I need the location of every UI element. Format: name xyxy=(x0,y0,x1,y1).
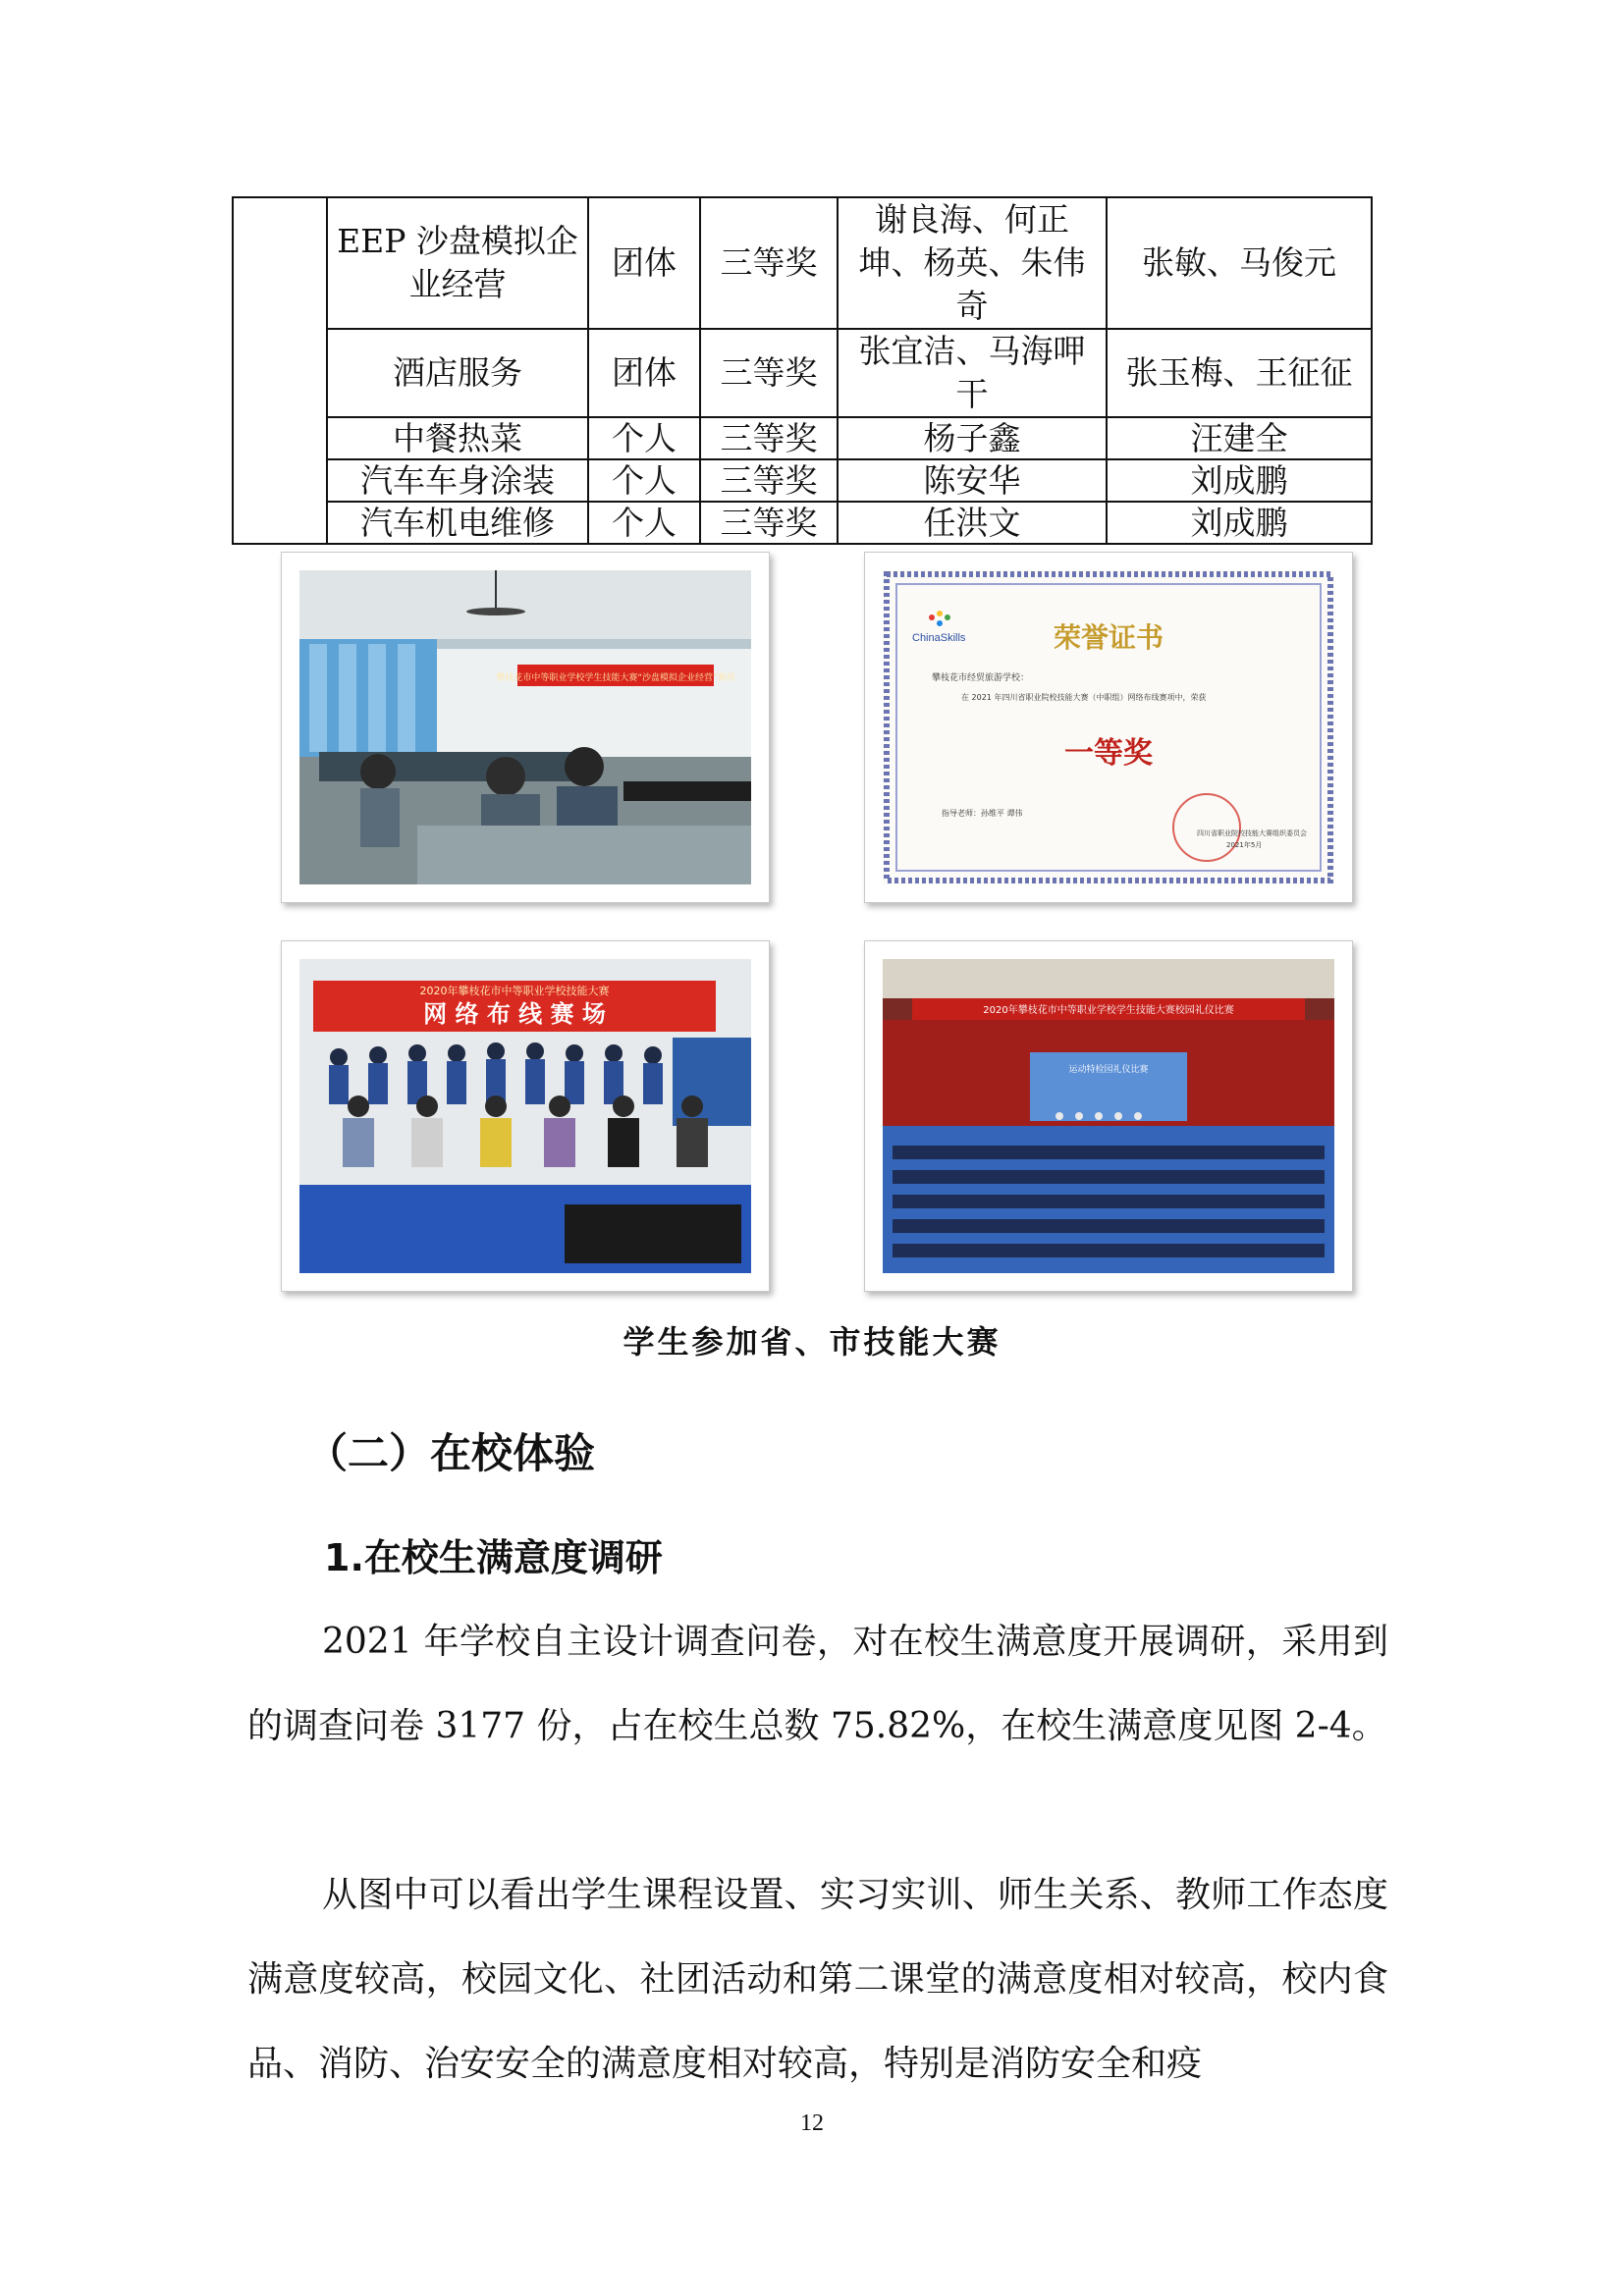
teachers-cell: 汪建全 xyxy=(1107,417,1372,459)
photo-group-network-cabling xyxy=(281,940,770,1292)
group-scene xyxy=(299,959,751,1273)
official-seal-icon xyxy=(1173,794,1240,861)
type-cell: 个人 xyxy=(588,459,700,502)
table-row xyxy=(233,197,1372,329)
section-heading: （二）在校体验 xyxy=(306,1429,596,1477)
classroom-banner-text: 攀枝花市中等职业学校学生技能大赛“沙盘模拟企业经营”赛项 xyxy=(496,673,735,683)
students-cell: 任洪文 xyxy=(838,502,1107,544)
type-cell: 个人 xyxy=(588,502,700,544)
teachers-cell: 张敏、马俊元 xyxy=(1107,197,1372,329)
type-cell: 个人 xyxy=(588,417,700,459)
type-cell: 团体 xyxy=(588,329,700,417)
event-cell: 中餐热菜 xyxy=(327,417,588,459)
figure-caption: 学生参加省、市技能大赛 xyxy=(623,1323,1001,1361)
teachers-cell: 张玉梅、王征征 xyxy=(1107,329,1372,417)
type-cell: 团体 xyxy=(588,197,700,329)
group-banner-top: 2020年攀枝花市中等职业学校技能大赛 xyxy=(419,985,610,997)
certificate-advisor: 指导老师：孙维平 谭伟 xyxy=(942,809,1023,818)
stage-scene xyxy=(883,959,1334,1273)
certificate-body: 在 2021 年四川省职业院校技能大赛（中职组）网络布线赛项中，荣获 xyxy=(961,693,1207,702)
table-row xyxy=(233,329,1372,417)
category-cell xyxy=(233,197,327,544)
event-cell: 酒店服务 xyxy=(327,329,588,417)
projection-screen xyxy=(1030,1052,1187,1121)
award-cell: 三等奖 xyxy=(700,502,838,544)
photo-etiquette-contest xyxy=(864,940,1353,1292)
event-cell: 汽车机电维修 xyxy=(327,502,588,544)
awards-table xyxy=(232,196,1373,545)
teachers-cell: 刘成鹏 xyxy=(1107,459,1372,502)
certificate-issuer: 四川省职业院校技能大赛组织委员会 xyxy=(1197,829,1307,837)
page-number: 12 xyxy=(800,2110,824,2136)
certificate-logo-text: ChinaSkills xyxy=(912,632,966,644)
students-cell: 陈安华 xyxy=(838,459,1107,502)
stage-screen-text: 运动特检园礼仪比赛 xyxy=(1068,1065,1149,1075)
award-cell: 三等奖 xyxy=(700,459,838,502)
table-row xyxy=(233,417,1372,459)
students-cell: 杨子鑫 xyxy=(838,417,1107,459)
certificate-recipient: 攀枝花市经贸旅游学校： xyxy=(932,673,1030,683)
certificate-award: 一等奖 xyxy=(1064,736,1153,771)
award-cell: 三等奖 xyxy=(700,417,838,459)
event-cell: 汽车车身涂装 xyxy=(327,459,588,502)
subsection-heading: 1.在校生满意度调研 xyxy=(324,1536,663,1579)
table-row xyxy=(233,502,1372,544)
students-cell: 张宜洁、马海呷干 xyxy=(838,329,1107,417)
paragraph: 2021 年学校自主设计调查问卷，对在校生满意度开展调研，采用到的调查问卷 3177 份，占在校生总数 75.82%，在校生满意度见图 2-4。 xyxy=(247,1622,1388,1746)
paragraph: 从图中可以看出学生课程设置、实习实训、师生关系、教师工作态度满意度较高，校园文化、社团活动和第二课堂的满意度相对较高，校内食品、消防、治安安全的满意度相对较高，特别是消防安全和疫 xyxy=(247,1875,1388,2084)
award-cell: 三等奖 xyxy=(700,329,838,417)
photo-certificate xyxy=(864,552,1353,903)
event-cell: EEP 沙盘模拟企业经营 xyxy=(327,197,588,329)
students-cell: 谢良海、何正坤、杨英、朱伟奇 xyxy=(838,197,1107,329)
certificate-title: 荣誉证书 xyxy=(1053,621,1164,654)
classroom-scene xyxy=(299,570,751,884)
certificate-image xyxy=(883,570,1334,884)
photo-classroom-competition xyxy=(281,552,770,903)
group-banner-main: 网 络 布 线 赛 场 xyxy=(423,1000,606,1028)
chinaskills-logo-icon xyxy=(929,611,950,626)
award-cell: 三等奖 xyxy=(700,197,838,329)
teachers-cell: 刘成鹏 xyxy=(1107,502,1372,544)
stage-banner-text: 2020年攀枝花市中等职业学校学生技能大赛校园礼仪比赛 xyxy=(983,1005,1234,1016)
certificate-date: 2021年5月 xyxy=(1226,841,1263,849)
table-row xyxy=(233,459,1372,502)
